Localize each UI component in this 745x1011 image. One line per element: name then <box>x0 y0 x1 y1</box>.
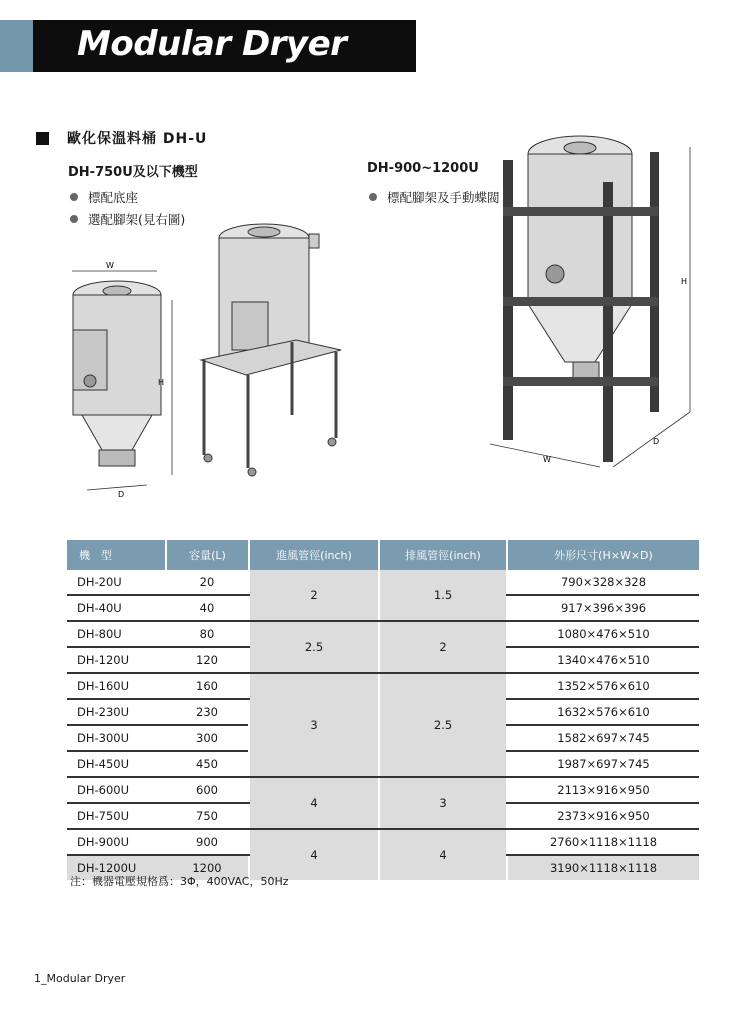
title-bar <box>33 20 416 72</box>
cell-outlet: 2.5 <box>379 673 507 777</box>
page-footer: 1_Modular Dryer <box>34 972 126 985</box>
cell-model: DH-450U <box>67 751 166 777</box>
cell-capacity: 1200 <box>166 855 249 880</box>
cell-capacity: 600 <box>166 777 249 803</box>
cell-model: DH-230U <box>67 699 166 725</box>
table-row <box>67 777 699 803</box>
cell-dims: 3190×1118×1118 <box>507 855 699 880</box>
cell-capacity: 300 <box>166 725 249 751</box>
cell-capacity: 40 <box>166 595 249 621</box>
page-title: Modular Dryer <box>77 24 347 64</box>
cell-dims: 2373×916×950 <box>507 803 699 829</box>
cell-capacity: 160 <box>166 673 249 699</box>
right-subtitle: DH-900~1200U <box>367 161 479 176</box>
bullet-text: 標配腳架及手動蝶閥 <box>387 190 500 205</box>
cell-outlet: 3 <box>379 777 507 829</box>
cell-dims: 2760×1118×1118 <box>507 829 699 855</box>
cell-dims: 2113×916×950 <box>507 777 699 803</box>
header-accent-tab <box>0 20 33 72</box>
cell-model: DH-20U <box>67 570 166 595</box>
header-dims: 外形尺寸(H×W×D) <box>507 540 699 570</box>
cell-dims: 917×396×396 <box>507 595 699 621</box>
cell-dims: 1080×476×510 <box>507 621 699 647</box>
cell-dims: 790×328×328 <box>507 570 699 595</box>
cell-dims: 1632×576×610 <box>507 699 699 725</box>
table-header-row <box>67 540 699 570</box>
left-bullet-1 <box>70 188 138 206</box>
square-bullet-icon <box>36 132 49 145</box>
cell-capacity: 750 <box>166 803 249 829</box>
dim-label-d: D <box>653 437 660 446</box>
dim-label-w: W <box>106 261 114 270</box>
header-inlet: 進風管徑(inch) <box>249 540 379 570</box>
left-subtitle: DH-750U及以下機型 <box>68 165 198 180</box>
bullet-text: 選配腳架(見右圖) <box>88 212 186 227</box>
section-heading <box>36 128 207 148</box>
cell-outlet: 2 <box>379 621 507 673</box>
cell-capacity: 80 <box>166 621 249 647</box>
cell-model: DH-40U <box>67 595 166 621</box>
section-title: 歐化保溫料桶 DH-U <box>67 131 208 147</box>
cell-model: DH-300U <box>67 725 166 751</box>
header-capacity: 容量(L) <box>166 540 249 570</box>
cell-model: DH-80U <box>67 621 166 647</box>
cell-outlet: 4 <box>379 829 507 880</box>
cell-inlet: 2.5 <box>249 621 379 673</box>
cell-model: DH-1200U <box>67 855 166 880</box>
dryer-stand-illustration <box>196 210 346 480</box>
cell-capacity: 230 <box>166 699 249 725</box>
left-bullet-2 <box>70 210 185 228</box>
voltage-note: 注：機器電壓規格爲：3Φ，400VAC，50Hz <box>70 875 289 888</box>
cell-model: DH-900U <box>67 829 166 855</box>
cell-dims: 1987×697×745 <box>507 751 699 777</box>
dim-label-h: H <box>158 378 165 387</box>
cell-capacity: 120 <box>166 647 249 673</box>
cell-capacity: 20 <box>166 570 249 595</box>
bullet-dot-icon <box>369 193 377 201</box>
cell-inlet: 4 <box>249 829 379 880</box>
bullet-dot-icon <box>70 193 78 201</box>
table-row <box>67 829 699 855</box>
bullet-text: 標配底座 <box>88 190 139 205</box>
table-row <box>67 621 699 647</box>
cell-capacity: 450 <box>166 751 249 777</box>
table-row <box>67 673 699 699</box>
bullet-dot-icon <box>70 215 78 223</box>
cell-inlet: 4 <box>249 777 379 829</box>
cell-model: DH-120U <box>67 647 166 673</box>
dryer-base-illustration <box>62 255 192 500</box>
dryer-frame-illustration <box>485 112 700 477</box>
cell-model: DH-600U <box>67 777 166 803</box>
dim-label-h: H <box>681 277 688 286</box>
cell-inlet: 3 <box>249 673 379 777</box>
right-bullet-1 <box>369 188 500 206</box>
cell-outlet: 1.5 <box>379 570 507 621</box>
cell-model: DH-750U <box>67 803 166 829</box>
header-model: 機 型 <box>67 540 166 570</box>
cell-model: DH-160U <box>67 673 166 699</box>
cell-capacity: 900 <box>166 829 249 855</box>
cell-dims: 1352×576×610 <box>507 673 699 699</box>
header-outlet: 排風管徑(inch) <box>379 540 507 570</box>
cell-dims: 1340×476×510 <box>507 647 699 673</box>
dim-label-w: W <box>543 455 551 464</box>
spec-table <box>67 540 699 880</box>
cell-dims: 1582×697×745 <box>507 725 699 751</box>
dim-label-d: D <box>118 490 125 499</box>
table-row <box>67 570 699 595</box>
cell-inlet: 2 <box>249 570 379 621</box>
